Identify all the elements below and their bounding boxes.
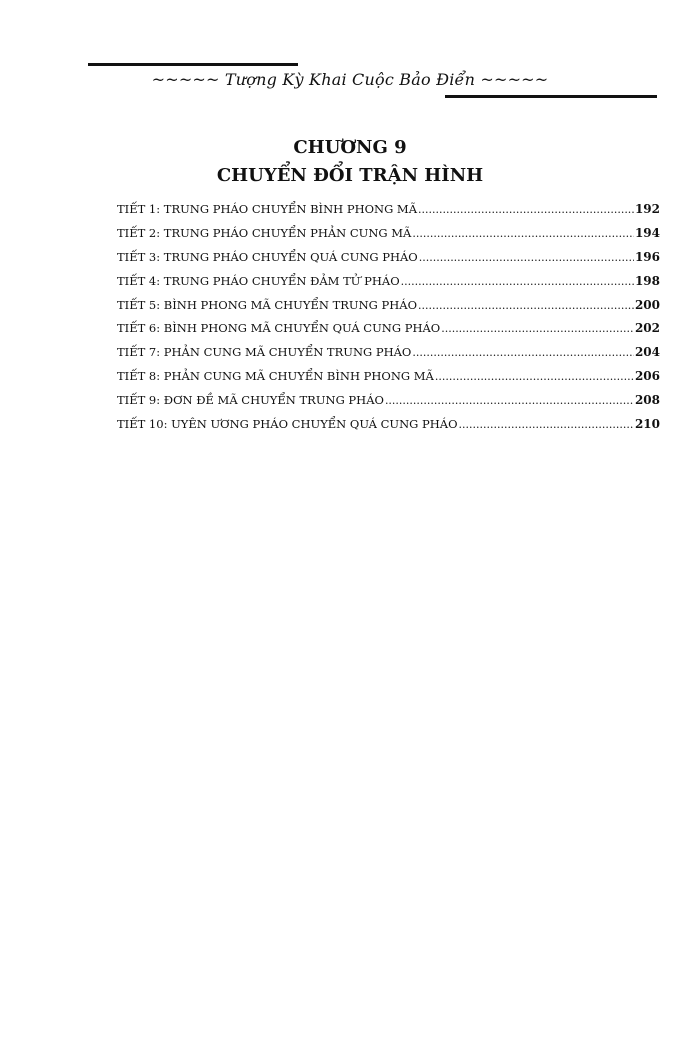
toc-entry-page: 198: [634, 273, 660, 288]
toc-entry-label: TIẾT 6: BÌNH PHONG MÃ CHUYỂN QUÁ CUNG PHÁO: [117, 321, 441, 336]
toc-entry-label: TIẾT 1: TRUNG PHÁO CHUYỂN BÌNH PHONG MÃ: [117, 202, 418, 216]
toc-dot-leader: [401, 275, 634, 288]
toc-dot-leader: [441, 322, 634, 335]
header-rule-bottom: [445, 95, 657, 98]
toc-entry-label: TIẾT 7: PHẢN CUNG MÃ CHUYỂN TRUNG PHÁO: [117, 345, 412, 360]
toc-entry[interactable]: [117, 274, 660, 298]
toc-entry-page: 210: [634, 417, 660, 432]
toc-entry-label: TIẾT 2: TRUNG PHÁO CHUYỂN PHẢN CUNG MÃ: [117, 225, 412, 240]
chapter-number: CHƯƠNG 9: [293, 137, 407, 158]
toc-entry[interactable]: [117, 298, 660, 322]
toc-entry-label: TIẾT 9: ĐƠN ĐỀ MÃ CHUYỂN TRUNG PHÁO: [117, 393, 384, 408]
toc-entry[interactable]: [117, 345, 660, 369]
toc-entry[interactable]: [117, 226, 660, 250]
toc-entry[interactable]: [117, 202, 660, 226]
chapter-title: CHUYỂN ĐỔI TRẬN HÌNH: [216, 165, 484, 186]
toc-entry[interactable]: [117, 393, 660, 417]
toc-dot-leader: [435, 370, 634, 383]
toc-entry[interactable]: [117, 417, 660, 441]
toc-entry[interactable]: [117, 250, 660, 274]
toc-dot-leader: [412, 346, 634, 359]
toc-entry-label: TIẾT 10: UYÊN ƯƠNG PHÁO CHUYỂN QUÁ CUNG PHÁO: [117, 417, 458, 432]
header-rule-top: [88, 63, 298, 66]
toc-entry-page: 208: [634, 393, 660, 408]
toc-entry-page: 192: [634, 202, 660, 216]
toc-entry-page: 206: [634, 369, 660, 384]
toc-dot-leader: [419, 251, 634, 264]
toc-entry[interactable]: [117, 321, 660, 345]
toc-entry-page: 202: [634, 321, 660, 336]
toc-dot-leader: [385, 394, 634, 407]
table-of-contents: [117, 202, 660, 441]
toc-dot-leader: [418, 299, 634, 312]
toc-entry-label: TIẾT 5: BÌNH PHONG MÃ CHUYỂN TRUNG PHÁO: [117, 297, 418, 312]
chapter-heading: [0, 134, 700, 190]
toc-entry-label: TIẾT 8: PHẢN CUNG MÃ CHUYỂN BÌNH PHONG MÃ: [117, 369, 434, 384]
toc-dot-leader: [412, 227, 634, 240]
toc-entry-page: 194: [634, 225, 660, 240]
running-header-title: ~~~~~ Tượng Kỳ Khai Cuộc Bảo Điển ~~~~~: [151, 70, 549, 89]
toc-entry-page: 200: [634, 297, 660, 312]
toc-entry[interactable]: [117, 369, 660, 393]
toc-dot-leader: [459, 418, 634, 431]
toc-entry-label: TIẾT 4: TRUNG PHÁO CHUYỂN ĐẢM TỬ PHÁO: [117, 273, 400, 288]
toc-dot-leader: [418, 203, 634, 216]
toc-entry-label: TIẾT 3: TRUNG PHÁO CHUYỂN QUÁ CUNG PHÁO: [117, 249, 418, 264]
toc-entry-page: 204: [634, 345, 660, 360]
toc-entry-page: 196: [634, 249, 660, 264]
